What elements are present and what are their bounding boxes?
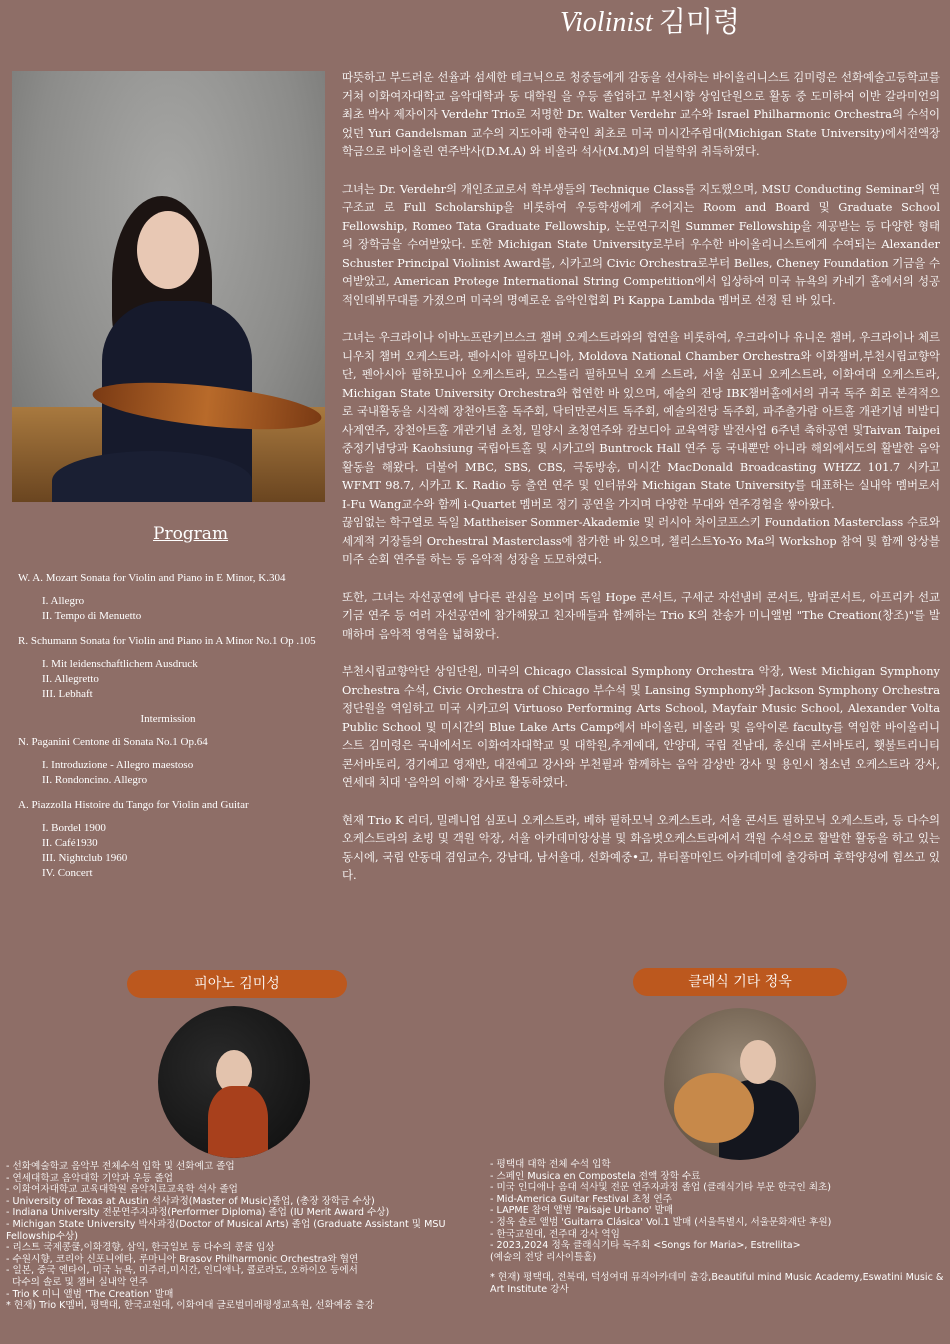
page-title bbox=[560, 0, 860, 36]
violinist-photo bbox=[12, 71, 325, 502]
movement-item: IV. Concert bbox=[42, 867, 93, 879]
movement-item: II. Rondoncino. Allegro bbox=[42, 774, 148, 786]
profile-line: - University of Texas at Austin 석사과정(Master of Music)졸업, (총장 장학금 수상) bbox=[6, 1195, 375, 1207]
movement-item: I. Mit leidenschaftlichem Ausdruck bbox=[42, 658, 198, 670]
profile-line: - 수원시향, 코리아 신포니에타, 루마니아 Brasov Philharmonic Orchestra와 협연 bbox=[6, 1253, 359, 1265]
profile-line: - 리스트 국제콩쿨,이화경향, 삼익, 한국일보 등 다수의 콩쿨 입상 bbox=[6, 1242, 275, 1254]
bio-paragraph: 끊임없는 학구열로 독일 Mattheiser Sommer-Akademie 및 러시아 차이코프스키 Foundation Masterclass 수료와 세계적 거장들의 Orchestral Masterclass에 참가한 바 있으며, 첼리스트Yo-Yo Ma의 Workshop 참여 및 함께 앙상블 미주 순회 연주를 하는 등 음악적 성장을 도모하였다. bbox=[342, 515, 940, 566]
guitarist-photo bbox=[664, 1008, 816, 1160]
pianist-profile bbox=[6, 1161, 486, 1312]
profile-line: - 스페인 Musica en Compostela 전액 장학 수료 bbox=[490, 1170, 701, 1182]
profile-line: - 한국교원대, 전주대 강사 역임 bbox=[490, 1228, 620, 1240]
movement-item: I. Introduzione - Allegro maestoso bbox=[42, 759, 194, 771]
bio-paragraph: 그녀는 Dr. Verdehr의 개인조교로서 학부생들의 Technique Class를 지도했으며, MSU Conducting Seminar의 연구조교 로 Full Scholarship을 비롯하여 우등학생에게 주어지는 Room and Board 및 Graduate School Fellowship, Romeo Tata Graduate Fellowship, 논문연구지원 Summer Fellowship을 제공받는 등 다양한 형태의 장학금을 수여받았다. 또한 Michigan State University로부터 우수한 바이올리니스트에게 수여되는 Alexander Schuster Principal Violinist Award를, 시카고의 Civic Orchestra로부터 Belles, Cheney Foundation 기금을 수여받았고, American Protege International String Competition에서 입상하여 미국 뉴욕의 카네기 홀에서의 성공적인데뷔무대를 가졌으며 미국의 명예로운 음악인협회 Pi Kappa Lambda 멤버로 선정 된 바 있다. bbox=[342, 181, 940, 307]
profile-line: - 미국 인디애나 음대 석사및 전문 연주자과정 졸업 (클래식기타 부문 한국인 최초) bbox=[490, 1182, 832, 1194]
program-piece: A. Piazzolla Histoire du Tango for Violin and Guitar bbox=[18, 799, 249, 811]
profile-line: - 연세대학교 음악대학 기악과 우등 졸업 bbox=[6, 1172, 173, 1184]
biography bbox=[342, 68, 940, 904]
program-title: Program bbox=[153, 524, 229, 544]
bio-paragraph: 그녀는 우크라이나 이바노프란키브스크 챔버 오케스트라와의 협연을 비롯하여, 우크라이나 유니온 챔버, 우크라이나 체르니우치 챔버 오케스트라, 펜아시아 필하모니아, Moldova National Chamber Orchestra와 이화챔버,부천시립교향악단, 펜아시아 필하모니아 오케스트라, 모스틀리 필하모닉 오케 스트라, 서울 심포니 오케스트라, 이화여대 오케스트라, Michigan State University Orchestra와 협연한 바 있으며, 예술의 전당 IBK챔버홀에서의 귀국 독주 회로 본격적으로 국내활동을 시작해 장천아트홀 독주회, 닥터만콘서트 독주회, 예술의전당 독주회, 파주출가람 아트홀 개관기념 비발디 사계연주, 장천아트홀 개관기념 초청, 밀양시 초청연주와 캄보디아 교육역량 발전사업 6주년 축하공연 및Taivan Taipei 중정기념당과 Kaohsiung 국립아트홀 및 시카고의 Buntrock Hall 연주 등 국내뿐만 아니라 해외에서도의 활발한 음악활동을 해왔다. 더불어 MBC, SBS, CBS, 극동방송, 미시간 MacDonald Broadcasting WHZZ 101.7 시카고 WFMT 98.7, 시카고 K. Radio 등 출연 연주 및 인터뷰와 Michigan State University를 대표하는 실내악 멤버로서 I-Fu Wang교수와 함께 i-Quartet 멤버로 정기 공연을 가지며 다양한 무대와 연주경험을 쌓아왔다. bbox=[342, 330, 940, 511]
bio-paragraph: 현재 Trio K 리더, 밀레니엄 심포니 오케스트라, 베하 필하모닉 오케스트라, 서울 콘서트 필하모닉 오케스트라, 등 다수의 오케스트라의 초빙 및 객원 악장, 서울 아카데미앙상블 및 화음벗오케스트라에서 객원 수석으로 활발한 활동을 하고 있는 동시에, 국립 안동대 겸임교수, 강남대, 남서울대, 선화예중•고, 뷰티풀마인드 아카데미에 출강하며 후학양성에 힘쓰고 있다. bbox=[342, 812, 940, 882]
guitarist-face bbox=[740, 1040, 776, 1084]
profile-line: - LAPME 참여 앨범 'Paisaje Urbano' 발매 bbox=[490, 1205, 674, 1217]
movement-item: III. Nightclub 1960 bbox=[42, 852, 128, 864]
movement-list bbox=[42, 594, 318, 624]
intermission-label: Intermission bbox=[140, 713, 196, 725]
profile-line: 다수의 솔로 및 챔버 실내악 연주 bbox=[6, 1276, 148, 1288]
movement-item: II. Allegretto bbox=[42, 673, 99, 685]
movement-list bbox=[42, 821, 318, 881]
movement-item: I. Allegro bbox=[42, 595, 85, 607]
program-list bbox=[18, 571, 318, 891]
pianist-label: 피아노 김미성 bbox=[127, 970, 347, 998]
program-piece: W. A. Mozart Sonata for Violin and Piano in E Minor, K.304 bbox=[18, 572, 286, 584]
photo-face bbox=[137, 211, 199, 289]
title-korean: 김미령 bbox=[658, 5, 740, 38]
guitar-icon bbox=[674, 1073, 754, 1143]
profile-current: * 현재) Trio K멤버, 평택대, 한국교원대, 이화여대 글로벌미래평생교육원, 선화예중 출강 bbox=[6, 1300, 374, 1312]
profile-line: (예술의 전당 리사이틀홀) bbox=[490, 1251, 597, 1263]
movement-item: II. Café1930 bbox=[42, 837, 98, 849]
title-english: Violinist bbox=[560, 7, 653, 38]
movement-list bbox=[42, 657, 318, 702]
program-piece: N. Paganini Centone di Sonata No.1 Op.64 bbox=[18, 736, 208, 748]
profile-line: - 일본, 중국 엔타이, 미국 뉴욕, 미주리,미시간, 인디애나, 콜로라도, 오하이오 등에서 bbox=[6, 1265, 358, 1277]
profile-line: - Indiana University 전문연주자과정(Performer Diploma) 졸업 (IU Merit Award 수상) bbox=[6, 1207, 390, 1219]
bio-paragraph: 따뜻하고 부드러운 선율과 섬세한 테크닉으로 청중들에게 감동을 선사하는 바이올리니스트 김미령은 선화예술고등학교를 거쳐 이화여자대학교 음악대학과 동 대학원 을 우등 졸업하고 부천시향 상임단원으로 활동 중 도미하여 이반 갈라미언의 최초 박사 제자이자 Verdehr Trio로 저명한 Dr. Walter Verdehr 교수와 Israel Philharmonic Orchestra의 수석이었던 Yuri Gandelsman 교수의 지도아래 한국인 최초로 미국 미시간주립대(Michigan State University)에서전액장학금으로 바이올린 연주박사(D.M.A) 와 비올라 석사(M.M)의 더블학위 취득하였다. bbox=[342, 70, 940, 158]
profile-line: - 평택대 대학 전체 수석 입학 bbox=[490, 1159, 611, 1170]
profile-line: - Trio K 미니 앨범 'The Creation' 발매 bbox=[6, 1288, 174, 1300]
program-piece: R. Schumann Sonata for Violin and Piano in A Minor No.1 Op .105 bbox=[18, 635, 316, 647]
profile-line: - Michigan State University 박사과정(Doctor of Musical Arts) 졸업 (Graduate Assistant 및 MSU Fellowship수상) bbox=[6, 1218, 449, 1242]
profile-line: - 2023,2024 정욱 클래식기타 독주회 <Songs for Maria>, Estrellita> bbox=[490, 1240, 801, 1252]
profile-current: * 현재) 평택대, 전북대, 덕성여대 뮤직아카데미 출강,Beautiful mind Music Academy,Eswatini Music & Art Institute 강사 bbox=[490, 1272, 947, 1295]
pianist-photo bbox=[158, 1006, 310, 1158]
movement-item: II. Tempo di Menuetto bbox=[42, 610, 142, 622]
pianist-dress bbox=[208, 1086, 268, 1158]
profile-line: - 선화예술학교 음악부 전체수석 입학 및 선화예고 졸업 bbox=[6, 1161, 235, 1172]
profile-line: - 정욱 솔로 앨범 'Guitarra Clásica' Vol.1 발매 (서울특별시, 서울문화재단 후원) bbox=[490, 1216, 832, 1228]
movement-item: III. Lebhaft bbox=[42, 688, 93, 700]
bio-paragraph: 부천시립교향악단 상임단원, 미국의 Chicago Classical Symphony Orchestra 악장, West Michigan Symphony Orchestra 수석, Civic Orchestra of Chicago 부수석 및 Lansing Symphony와 Jackson Symphony Orchestra 정단원을 역임하고 미국 시카고의 Virtuoso Performing Arts School, Mayfair Music School, Alexander Volta Public School 및 미시간의 Blue Lake Arts Camp에서 바이올린, 비올라 및 음악이론 faculty를 역임한 바이올리니스트 김미령은 국내에서도 이화여자대학교 및 대학원,추계예대, 안양대, 국립 전남대, 총신대 콘서바토리, 횃불트리니티 콘서바토리, 경기예고 영재반, 대전예고 강사와 부천필과 함께하는 음악 감상반 강사 및 용인시 청소년 오케스트라 강사, 연세대 치대 '음악의 이해' 강사로 활동하였다. bbox=[342, 664, 940, 789]
profile-line: - Mid-America Guitar Festival 초청 연주 bbox=[490, 1193, 672, 1205]
guitarist-label: 클래식 기타 정욱 bbox=[633, 968, 847, 996]
bio-paragraph: 또한, 그녀는 자선공연에 남다른 관심을 보이며 독일 Hope 콘서트, 구세군 자선냄비 콘서트, 밥퍼콘서트, 아프리카 선교 기금 연주 등 여러 자선공연에 참가해왔고 친자매들과 함께하는 Trio K의 찬송가 미니앨범 "The Creation(창조)"를 발매하며 음악적 영역을 넓혀왔다. bbox=[342, 589, 940, 641]
movement-item: I. Bordel 1900 bbox=[42, 822, 106, 834]
profile-line: - 이화여자대학교 교육대학원 음악치료교육학 석사 졸업 bbox=[6, 1184, 238, 1196]
movement-list bbox=[42, 758, 318, 788]
photo-skirt bbox=[52, 451, 252, 502]
guitarist-profile bbox=[490, 1159, 950, 1296]
